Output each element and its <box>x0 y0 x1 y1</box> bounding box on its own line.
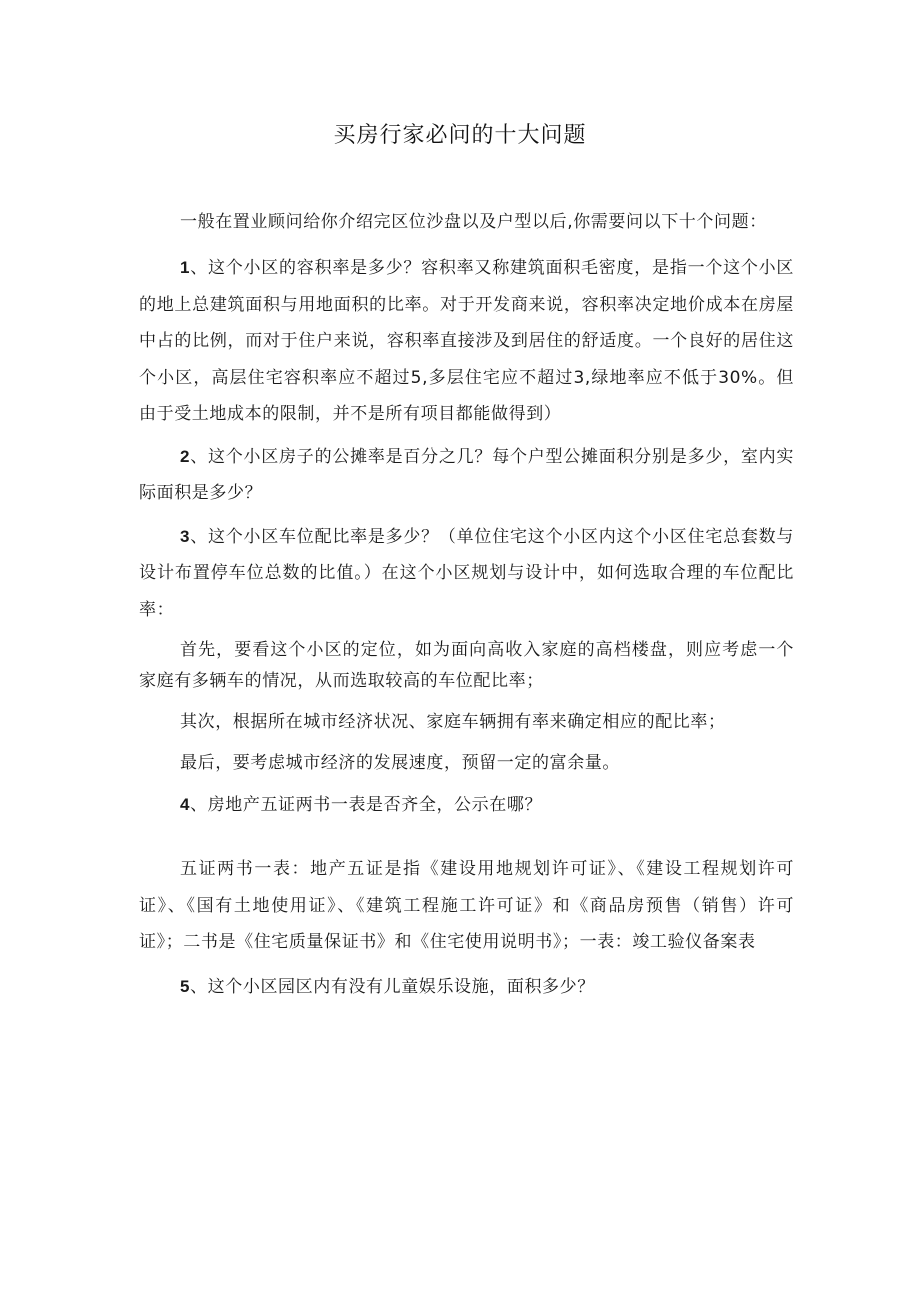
question-number: 1 <box>180 258 191 277</box>
document-title: 买房行家必问的十大问题 <box>333 123 587 148</box>
question-2 <box>139 439 794 512</box>
document-body <box>139 203 794 1005</box>
question-number: 3 <box>180 526 191 546</box>
question-4 <box>139 787 794 823</box>
question-text: 、这个小区车位配比率是多少？（单位住宅这个小区内这个小区住宅总套数与设计布置停车位总数的比值。）在这个小区规划与设计中，如何选取合理的车位配比率： <box>139 526 794 620</box>
parking-point-third: 最后，要考虑城市经济的发展速度，预留一定的富余量。 <box>180 753 620 773</box>
parking-point-second: 其次，根据所在城市经济状况、家庭车辆拥有率来确定相应的配比率； <box>180 712 726 732</box>
question-5 <box>139 969 794 1005</box>
parking-point-first: 首先，要看这个小区的定位，如为面向高收入家庭的高档楼盘，则应考虑一个家庭有多辆车的情况，从而选取较高的车位配比率； <box>139 640 794 691</box>
five-certificates-paragraph: 五证两书一表：地产五证是指《建设用地规划许可证》、《建设工程规划许可证》、《国有土地使用证》、《建筑工程施工许可证》和《商品房预售（销售）许可证》；二书是《住宅质量保证书》和《住宅使用说明书》；一表：竣工验仪备案表 <box>139 859 794 952</box>
question-number: 4 <box>180 795 191 814</box>
question-number: 2 <box>180 446 191 466</box>
question-text: 、这个小区园区内有没有儿童娱乐设施，面积多少？ <box>190 976 595 997</box>
question-text: 、房地产五证两书一表是否齐全，公示在哪？ <box>190 795 543 815</box>
question-number: 5 <box>180 976 191 996</box>
question-text: 、这个小区的容积率是多少？容积率又称建筑面积毛密度，是指一个这个小区的地上总建筑面积与用地面积的比率。对于开发商来说，容积率决定地价成本在房屋中占的比例，而对于住户来说，容积率直接涉及到居住的舒适度。一个良好的居住这个小区，高层住宅容积率应不超过5,多层住宅应不超过3,绿地率应不低于30%。但由于受土地成本的限制，并不是所有项目都能做得到） <box>139 258 794 424</box>
question-3 <box>139 519 794 629</box>
intro-paragraph: 一般在置业顾问给你介绍完区位沙盘以及户型以后,你需要问以下十个问题： <box>180 212 767 232</box>
question-1 <box>139 250 794 433</box>
question-text: 、这个小区房子的公摊率是百分之几？每个户型公摊面积分别是多少，室内实际面积是多少？ <box>139 446 794 503</box>
